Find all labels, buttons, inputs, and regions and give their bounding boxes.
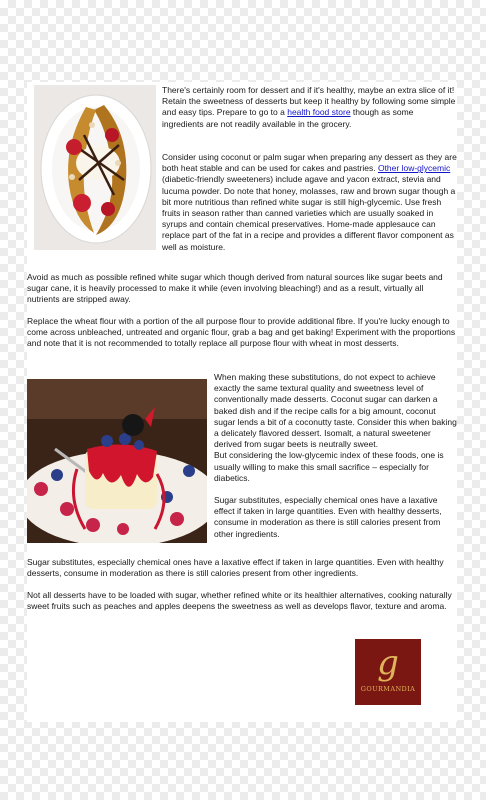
- intro-text-a: There's certainly room for dessert and if it's healthy, maybe an extra slice of it! Retain the sweetness of desserts but keep it healthy by following some simple and easy tips. Prepare to go to a: [162, 85, 456, 118]
- health-food-store-link[interactable]: health food store: [287, 107, 351, 118]
- berry-dessert-image: [27, 379, 207, 543]
- diabetics-paragraph: But considering the low-glycemic index of these foods, one is usually willing to make this small sacrifice – especially for diabetics.: [214, 450, 444, 483]
- laxative-paragraph: Sugar substitutes, especially chemical ones have a laxative effect if taken in large quantities. Even with healthy desserts, consume in moderation as there is still calories present from other ingredients.: [27, 557, 444, 579]
- intro-paragraph: [162, 85, 457, 130]
- coconut-sugar-paragraph: [162, 152, 457, 253]
- natural-fruit-paragraph: Not all desserts have to be loaded with sugar, whether refined white or its healthier alternatives, cooking naturally sweet fruits such as peaches and apples deepens the sweetness as well as develops flavor, texture and aroma.: [27, 590, 452, 612]
- coconut-text-b: (diabetic-friendly sweeteners) include agave and yacon extract, stevia and lucuma powder. Do note that honey, molasses, raw and brown sugar though a bit more nutritious than refined white sugar is still high-glycemic. Use fresh fruits in season rather than canned varieties which are usually soaked in syrups and contain chemical preservatives. Home-made applesauce can replace part of the fat in a recipe and provides a different flavor component as well as moisture.: [162, 174, 456, 252]
- laxative-paragraph-side: Sugar substitutes, especially chemical ones have a laxative effect if taken in large quantities. Even with healthy desserts, consume in moderation as there is still calories present from other ingredients.: [214, 495, 442, 539]
- substitutions-paragraph: When making these substitutions, do not expect to achieve exactly the same textural quality and sweetness level of conventionally made desserts. Coconut sugar can darken a baked dish and if the recipe calls for a big amount, coconut sugar lends a bit of a coconutty taste. Consider this when baking a delicately flavored dessert. Isomalt, a natural sweetener derived from sugar beets is neutrally sweet.: [214, 372, 457, 450]
- document-page: [27, 82, 457, 722]
- logo-letter: g: [377, 643, 399, 683]
- logo-name: GOURMANDIA: [360, 685, 416, 693]
- intro-text-b: though as some ingredients are not readily available in the grocery.: [162, 107, 414, 129]
- refined-sugar-paragraph: Avoid as much as possible refined white sugar which though derived from natural sources like sugar beets and sugar cane, it is heavily processed to make it while (even involving bleaching!) and as a result, virtually all nutrients are stripped away.: [27, 272, 443, 305]
- coconut-text-a: Consider using coconut or palm sugar when preparing any dessert as they are both heat stable and can be used for cakes and pastries.: [162, 152, 457, 174]
- gourmandia-logo: [355, 639, 421, 705]
- low-glycemic-link[interactable]: Other low-glycemic: [377, 163, 451, 174]
- banana-dessert-image: [34, 85, 156, 250]
- wheat-flour-paragraph: Replace the wheat flour with a portion of the all purpose flour to provide additional fibre. If you're lucky enough to come across unbleached, untreated and organic flour, grab a bag and get baking! Experiment with the proportions and note that it is not recommended to totally replace all purpose flour with wheat in most desserts.: [27, 316, 456, 349]
